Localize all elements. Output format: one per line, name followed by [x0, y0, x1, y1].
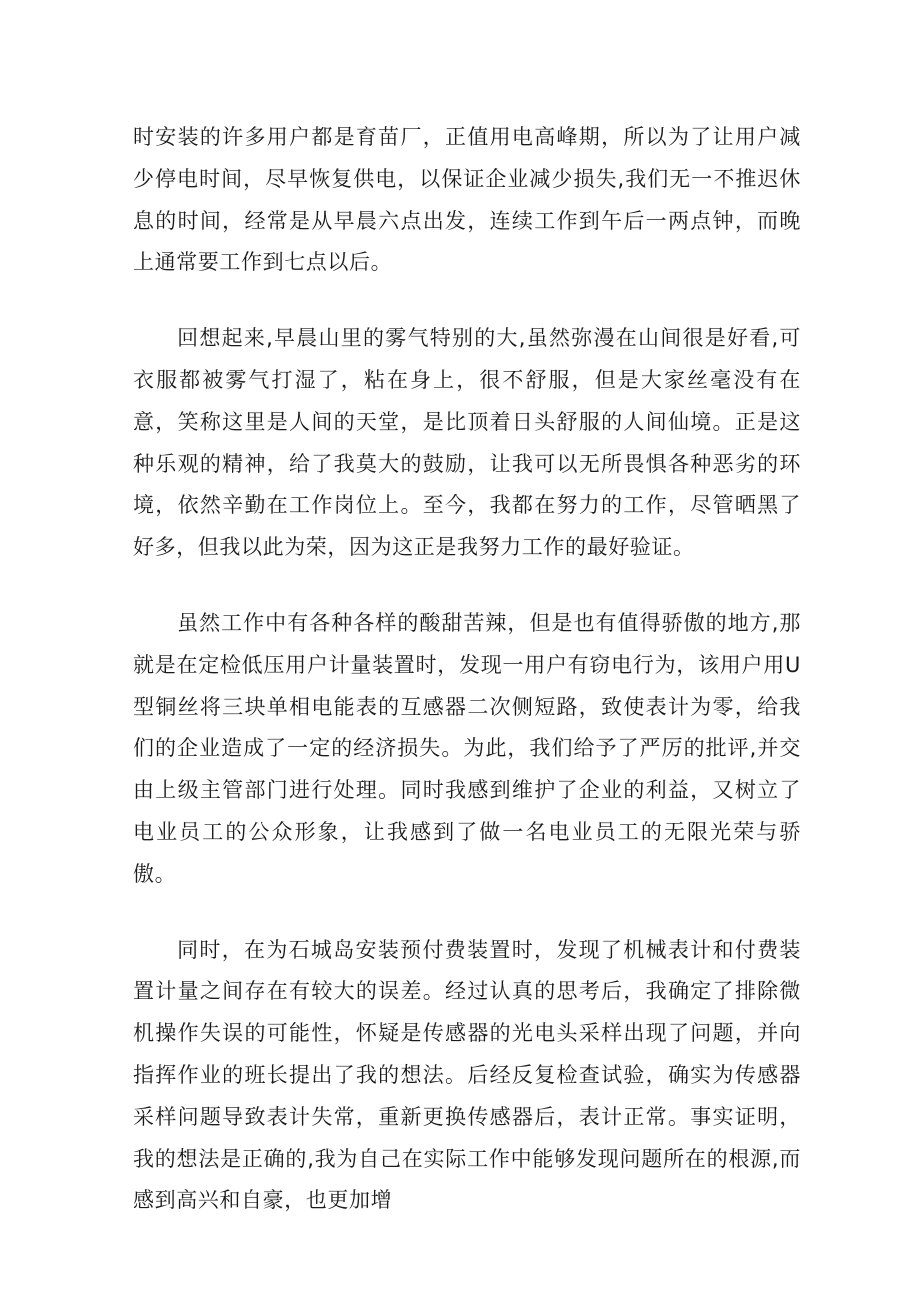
- paragraph-1: 时安装的许多用户都是育苗厂，正值用电高峰期，所以为了让用户减少停电时间，尽早恢复供电，以保证企业减少损失,我们无一不推迟休息的时间，经常是从早晨六点出发，连续工作到午后一两点钟，而晚上通常要工作到七点以后。: [133, 125, 801, 275]
- paragraph-3: 虽然工作中有各种各样的酸甜苦辣，但是也有值得骄傲的地方,那就是在定检低压用户计量装置时，发现一用户有窃电行为，该用户用U型铜丝将三块单相电能表的互感器二次侧短路，致使表计为零，给我们的企业造成了一定的经济损失。为此，我们给予了严厉的批评,并交由上级主管部门进行处理。同时我感到维护了企业的利益，又树立了电业员工的公众形象，让我感到了做一名电业员工的无限光荣与骄傲。: [133, 610, 801, 886]
- paragraph-2: 回想起来,早晨山里的雾气特别的大,虽然弥漫在山间很是好看,可衣服都被雾气打湿了，粘在身上，很不舒服，但是大家丝毫没有在意，笑称这里是人间的天堂，是比顶着日头舒服的人间仙境。正是这种乐观的精神，给了我莫大的鼓励，让我可以无所畏惧各种恶劣的环境，依然辛勤在工作岗位上。至今，我都在努力的工作，尽管晒黑了好多，但我以此为荣，因为这正是我努力工作的最好验证。: [133, 326, 801, 560]
- paragraph-4: 同时，在为石城岛安装预付费装置时，发现了机械表计和付费装置计量之间存在有较大的误差。经过认真的思考后，我确定了排除微机操作失误的可能性，怀疑是传感器的光电头采样出现了问题，并向指挥作业的班长提出了我的想法。后经反复检查试验，确实为传感器采样问题导致表计失常，重新更换传感器后，表计正常。事实证明，我的想法是正确的,我为自己在实际工作中能够发现问题所在的根源,而感到高兴和自豪，也更加增: [133, 937, 801, 1213]
- document-body: [133, 117, 801, 1256]
